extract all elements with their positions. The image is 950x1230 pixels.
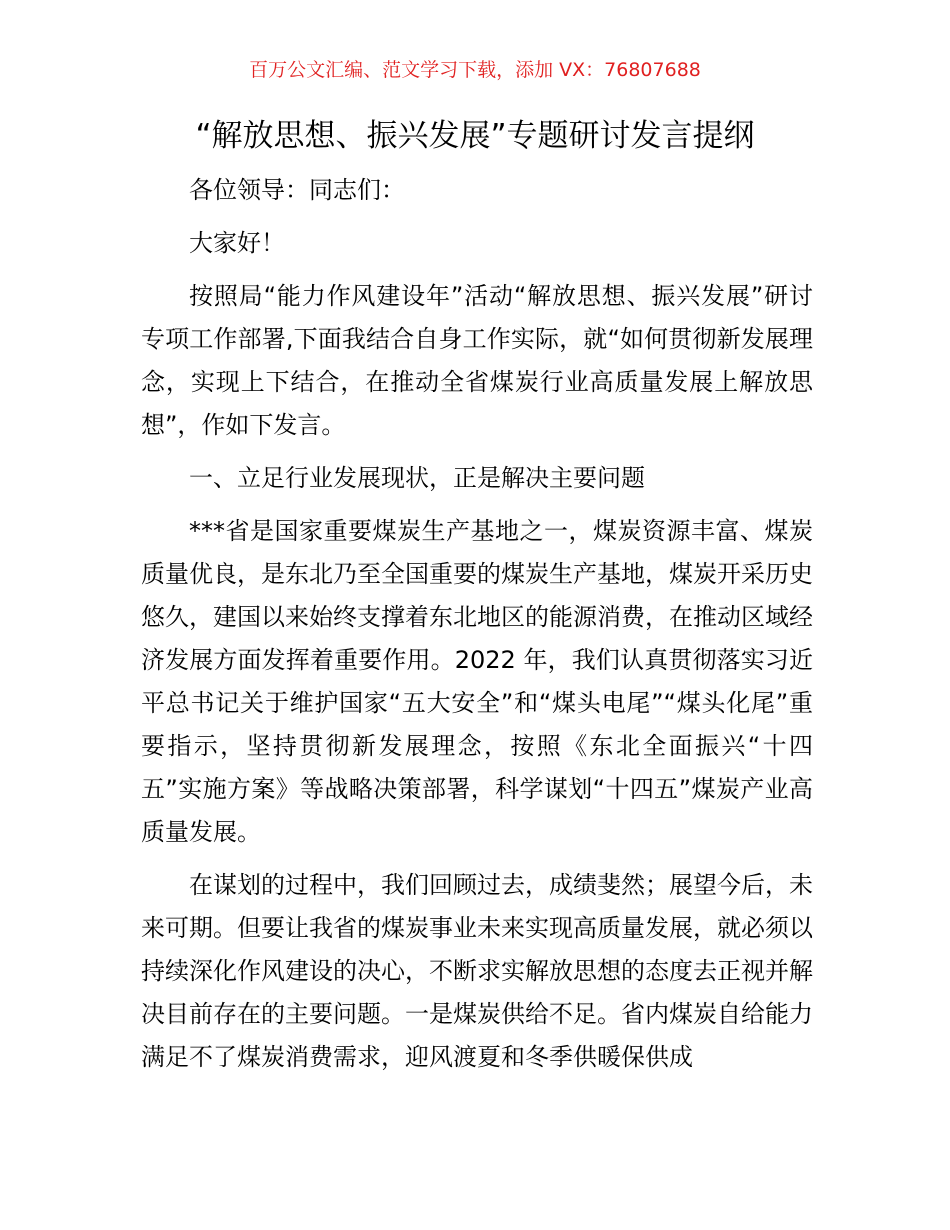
section-heading-1: 一、立足行业发展现状，正是解决主要问题 (189, 464, 645, 492)
paragraph-problems: 在谋划的过程中，我们回顾过去，成绩斐然；展望今后，未来可期。但要让我省的煤炭事业未来实现高质量发展，就必须以持续深化作风建设的决心，不断求实解放思想的态度去正视并解决目前存在的主要问题。一是煤炭供给不足。省内煤炭自给能力满足不了煤炭消费需求，迎风渡夏和冬季供暖保供成 (141, 871, 813, 1071)
page-title: “解放思想、振兴发展”专题研讨发言提纲 (195, 118, 755, 154)
paragraph-intro: 按照局“能力作风建设年”活动“解放思想、振兴发展”研讨专项工作部署,下面我结合自身工作实际，就“如何贯彻新发展理念，实现上下结合，在推动全省煤炭行业高质量发展上解放思想”，作如下发言。 (141, 282, 813, 439)
paragraph-background: ***省是国家重要煤炭生产基地之一，煤炭资源丰富、煤炭质量优良，是东北乃至全国重要的煤炭生产基地，煤炭开采历史悠久，建国以来始终支撑着东北地区的能源消费，在推动区域经济发展方面发挥着重要作用。2022 年，我们认真贯彻落实习近平总书记关于维护国家“五大安全”和“煤头电尾”“煤头化尾”重要指示，坚持贯彻新发展理念，按照《东北全面振兴“十四五”实施方案》等战略决策部署，科学谋划“十四五”煤炭产业高质量发展。 (141, 517, 813, 846)
watermark-banner: 百万公文汇编、范文学习下载，添加 VX：76807688 (249, 59, 701, 81)
greeting: 大家好！ (189, 229, 285, 257)
document-body (141, 169, 813, 1089)
salutation: 各位领导：同志们： (189, 176, 405, 204)
